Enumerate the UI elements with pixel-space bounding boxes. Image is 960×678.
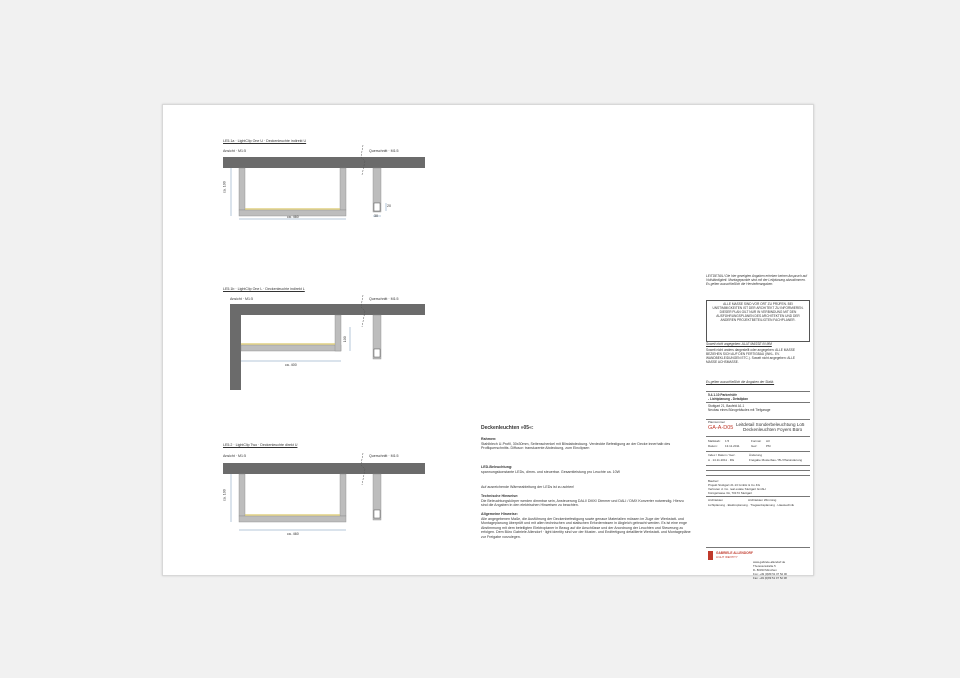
tb-drawing-subtitle: Deckenleuchten Foyers Büro: [743, 427, 803, 432]
detail-1-height-dim: ca. 100: [222, 181, 227, 194]
tb-index-value: A · 14.11.2011 · RG: [708, 458, 735, 462]
divider: [706, 470, 810, 471]
divider: [706, 465, 810, 466]
tb-drawn-label: Gez:: [751, 444, 758, 448]
notes-heading: Deckenleuchten »05«:: [481, 425, 534, 431]
detail-3-view-right: Querschnitt · M1:5: [369, 454, 399, 458]
profile-bottom: [239, 516, 346, 522]
detail-1-small-dim-b: 20: [387, 204, 391, 208]
profile-right-leg: [340, 168, 346, 210]
detail-3-width-dim: ca. 460: [287, 532, 299, 536]
tb-office-addr2: Theresienstraße 5: [753, 564, 776, 568]
cross-section-led: [374, 203, 380, 211]
tb-format-value: A3: [766, 439, 770, 443]
notes-led-heading: LED-Beleuchtung:: [481, 465, 513, 469]
tb-drawing-no: GA-A-D05: [708, 425, 734, 431]
notes-general-text: Alle angegebenen Maße, die Ausführung der Deckenbefestigung sowie genaue Materialien müssen im Zuge der Werkstatt- und Montageplanung überprüft und mit allen technischen und statischen Erfordernissen in Abgleich gebracht werden. Es ist eine enge Abstimmung mit dem beteiligten Elektroplaner in Bezug auf die Anschlüsse und der Anordnung der Leuchten und Steuerung zu erfolgen. Dem Büro Gabriele Allendorf · light identity sind vor der Muster- und Endfertigung detaillierte Werkstatt- und Montagepläne zur Freigabe vorzulegen.: [481, 517, 691, 539]
tb-fax: Fax: +49 (0)89 51 07 52 08: [753, 576, 787, 580]
tb-architect: Architekten Wimming: [748, 498, 777, 502]
notes-tech-text: Die Beleuchtungskörper werden dimmbar sein, Ansteuerung DALI/ DMX/ Dimmer und DALI / DMX Konverter notwendig. Hierzu sind die Angaben in den elektrischen Hinweisen zu beachten.: [481, 499, 684, 508]
profile-left-leg: [239, 168, 245, 210]
cross-section-led: [374, 349, 380, 357]
notes-frame-heading: Rahmen:: [481, 437, 497, 441]
cross-section-led: [374, 510, 380, 518]
tb-client-label: Bauherr: [708, 479, 719, 483]
tb-address: Stuttgart 21, Baufeld A1.1: [708, 404, 745, 408]
tb-partners: Lichtplanung · Elektroplanung · Tragwerksplanung · Haustechnik: [708, 503, 795, 507]
tb-change-label: Änderung: [749, 453, 763, 457]
tb-format-label: Format:: [751, 439, 762, 443]
detail-1-view-left: Ansicht · M1:5: [223, 149, 246, 153]
divider: [706, 496, 810, 497]
tb-para1: Soweit nicht anders dargestellt oder angegeben: ALLE MASSE BEZIEHEN SICH AUF DEN FERTIGBAU (INKL. EV. WANDBEKLEIDUNGEN ETC.). Soweit nicht angegeben: ALLE MASSE ACHSMASSE.: [706, 348, 795, 364]
tb-phone: Fon: +49 (0)89 51 07 52 00: [753, 572, 787, 576]
tb-drawing-title: Leitdetail Sonderbeleuchtung Lo5: [736, 422, 805, 427]
tb-project-sub: - Lichtplanung - Detailplan: [708, 397, 749, 401]
divider: [706, 402, 810, 403]
profile-right-leg: [340, 474, 346, 516]
profile-left-leg: [239, 474, 245, 516]
detail-2-height-dim: 100: [342, 336, 347, 343]
detail-2-view-right: Querschnitt · M1:5: [369, 297, 399, 301]
detail-1-title: LE5.1a · LightClip One U · Deckenleuchte indirekt U: [223, 139, 307, 143]
drawing-sheet: [162, 104, 814, 580]
notes-tech-heading: Technische Hinweise:: [481, 494, 519, 498]
office-logo-mark: [708, 551, 713, 560]
tb-project-no: 5.4.1.10 Parkerhöfe: [708, 393, 738, 397]
notes-frame-text: Stahlblech U-Profil, 30x30mm, Seitenschenkel mit Blindabdeckung. Verdeckte Befestigung an der Decke innerhalb des Profilquerschnitts. Diffusor: transluzente Abdeckung, zum Einclipsen: [481, 442, 671, 451]
tb-warning-text: ALLE MASSE SIND VOR ORT ZU PRÜFEN. BEI UNSTIMMIGKEITEN IST DER ARCHITEKT ZU INFORMIEREN. DIESER PLAN GILT NUR IN VERBINDUNG MIT DEN AUSFÜHRUNGSPLÄNEN DES ARCHITEKTEN UND DER ANDEREN PROJEKTBETEILIGTEN FACHPLANER.: [712, 302, 804, 322]
notes-heat-text: Auf ausreichende Wärmeableitung der LEDs ist zu achten!: [481, 485, 575, 489]
tb-office: GABRIELE ALLENDORF: [716, 551, 753, 555]
detail-2-view-left: Ansicht · M1:5: [230, 297, 253, 301]
notes-general-heading: Allgemeine Hinweise:: [481, 512, 518, 516]
ceiling-slab: [230, 304, 425, 315]
tb-architect-label: Architekten: [708, 498, 724, 502]
tb-address2: Neubau eines Bürogebäudes mit Tiefgarage: [708, 408, 771, 412]
tb-warning-box: [706, 300, 810, 342]
tb-disclaimer: LEITDETAIL! Die hier gezeigten Angaben erheben keinen Anspruch auf Vollständigkeit. Montagepunkte sind mit der Leitplanung abzustimmen. Es gelten ausschließlich die Herstellerangaben.: [706, 274, 808, 286]
tb-office-sub: LIGHT IDENTITY: [716, 555, 738, 559]
detail-1-width-dim: ca. 460: [287, 215, 299, 219]
tb-drawing-label: Plannummer: [708, 420, 726, 424]
notes-led-text: spannungskonstante LEDs, dimm- und steuerbar. Gesamtleistung pro Leuchte ca. 10W: [481, 470, 621, 474]
tb-drawn-value: PM: [766, 444, 771, 448]
tb-office-addr3: D- 80333 München: [753, 568, 777, 572]
divider: [706, 547, 810, 548]
detail-3-view-left: Ansicht · M1:5: [223, 454, 246, 458]
tb-scale-label: Maßstab:: [708, 439, 721, 443]
detail-1-small-dim-a: 30: [374, 214, 378, 218]
ceiling-slab: [223, 463, 425, 474]
tb-client3: Königstrasse 3A, 70173 Stuttgart: [708, 491, 753, 495]
ceiling-slab: [223, 157, 425, 168]
tb-client2: Vertreten d. Co. real estate Stuttgart GmbH: [708, 487, 766, 491]
detail-2-width-dim: ca. 400: [285, 363, 297, 367]
detail-1-view-right: Querschnitt · M1:5: [369, 149, 399, 153]
divider: [706, 475, 810, 476]
tb-client: Projekt Stuttgart 21.13 GmbH & Co.KG: [708, 483, 761, 487]
detail-3-height-dim: ca. 100: [222, 489, 227, 502]
divider: [706, 436, 810, 437]
tb-index-label: Index / Datum / Gez.: [708, 453, 736, 457]
divider: [706, 391, 810, 392]
tb-change-value: Freigabe Musterbau / BU Planänderung: [749, 458, 803, 462]
tb-date-label: Datum:: [708, 444, 718, 448]
profile-bottom: [241, 345, 341, 351]
tb-scale-value: 1:5: [725, 439, 730, 443]
divider: [706, 451, 810, 452]
profile-leg: [335, 315, 341, 351]
tb-date-value: 13.11.2011: [725, 444, 740, 448]
wall: [230, 315, 241, 390]
tb-para2: Es gelten ausschließlich die Angaben der Statik.: [706, 380, 775, 384]
detail-2-title: LE5.1b · LightClip One L · Deckenleuchte indirekt L: [223, 287, 305, 291]
detail-3-title: LE5.2 · LightClip Two · Deckenleuchte direkt U: [223, 443, 298, 447]
tb-office-addr: www.gabriele-allendorf.de: [753, 560, 786, 564]
tb-scale-note: Soweit nicht angegeben: ALLE MASSE IN MM: [706, 342, 772, 346]
